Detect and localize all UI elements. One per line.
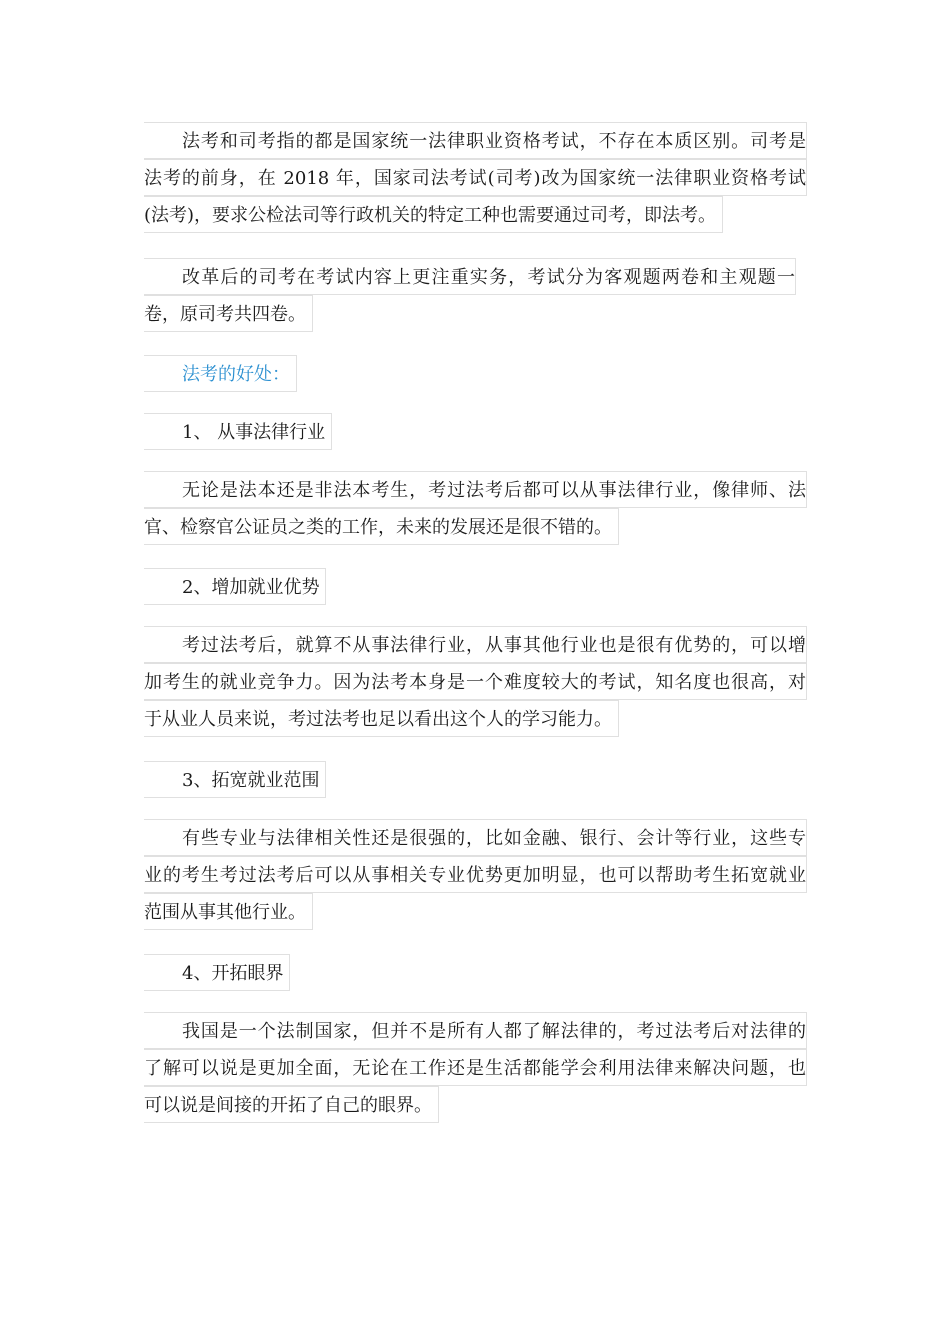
- paragraph-intro: [144, 122, 807, 247]
- paragraph-benefit-1: [144, 471, 807, 559]
- text-line: (法考)，要求公检法司等行政机关的特定工种也需要通过司考，即法考。: [144, 196, 723, 233]
- text-line: 无论是法本还是非法本考生，考过法考后都可以从事法律行业，像律师、法: [144, 471, 807, 508]
- text-line: 我国是一个法制国家，但并不是所有人都了解法律的，考过法考后对法律的: [144, 1012, 807, 1049]
- text-line: 官、检察官公证员之类的工作，未来的发展还是很不错的。: [144, 508, 619, 545]
- paragraph-benefit-2: [144, 626, 807, 751]
- text-line: 有些专业与法律相关性还是很强的，比如金融、银行、会计等行业，这些专: [144, 819, 807, 856]
- paragraph-benefit-4: [144, 1012, 807, 1137]
- section-heading-benefits: [144, 355, 807, 406]
- heading-text: 法考的好处：: [144, 355, 297, 392]
- text-line: 改革后的司考在考试内容上更注重实务，考试分为客观题两卷和主观题一: [144, 258, 796, 295]
- subheading-text: 4、开拓眼界: [144, 954, 290, 991]
- text-line: 于从业人员来说，考过法考也足以看出这个人的学习能力。: [144, 700, 619, 737]
- subheading-1: [144, 413, 807, 464]
- text-line: 加考生的就业竞争力。因为法考本身是一个难度较大的考试，知名度也很高，对: [144, 663, 807, 700]
- subheading-text: 3、拓宽就业范围: [144, 761, 326, 798]
- text-line: 范围从事其他行业。: [144, 893, 313, 930]
- subheading-text: 2、增加就业优势: [144, 568, 326, 605]
- text-line: 业的考生考过法考后可以从事相关专业优势更加明显，也可以帮助考生拓宽就业: [144, 856, 807, 893]
- text-line: 法考的前身，在 2018 年，国家司法考试(司考)改为国家统一法律职业资格考试: [144, 159, 807, 196]
- text-line: 法考和司考指的都是国家统一法律职业资格考试，不存在本质区别。司考是: [144, 122, 807, 159]
- paragraph-reform: [144, 258, 807, 346]
- text-line: 考过法考后，就算不从事法律行业，从事其他行业也是很有优势的，可以增: [144, 626, 807, 663]
- text-line: 可以说是间接的开拓了自己的眼界。: [144, 1086, 439, 1123]
- text-line: 卷，原司考共四卷。: [144, 295, 313, 332]
- paragraph-benefit-3: [144, 819, 807, 944]
- subheading-4: [144, 954, 807, 1005]
- subheading-3: [144, 761, 807, 812]
- subheading-text: 1、 从事法律行业: [144, 413, 332, 450]
- subheading-2: [144, 568, 807, 619]
- text-line: 了解可以说是更加全面，无论在工作还是生活都能学会利用法律来解决问题，也: [144, 1049, 807, 1086]
